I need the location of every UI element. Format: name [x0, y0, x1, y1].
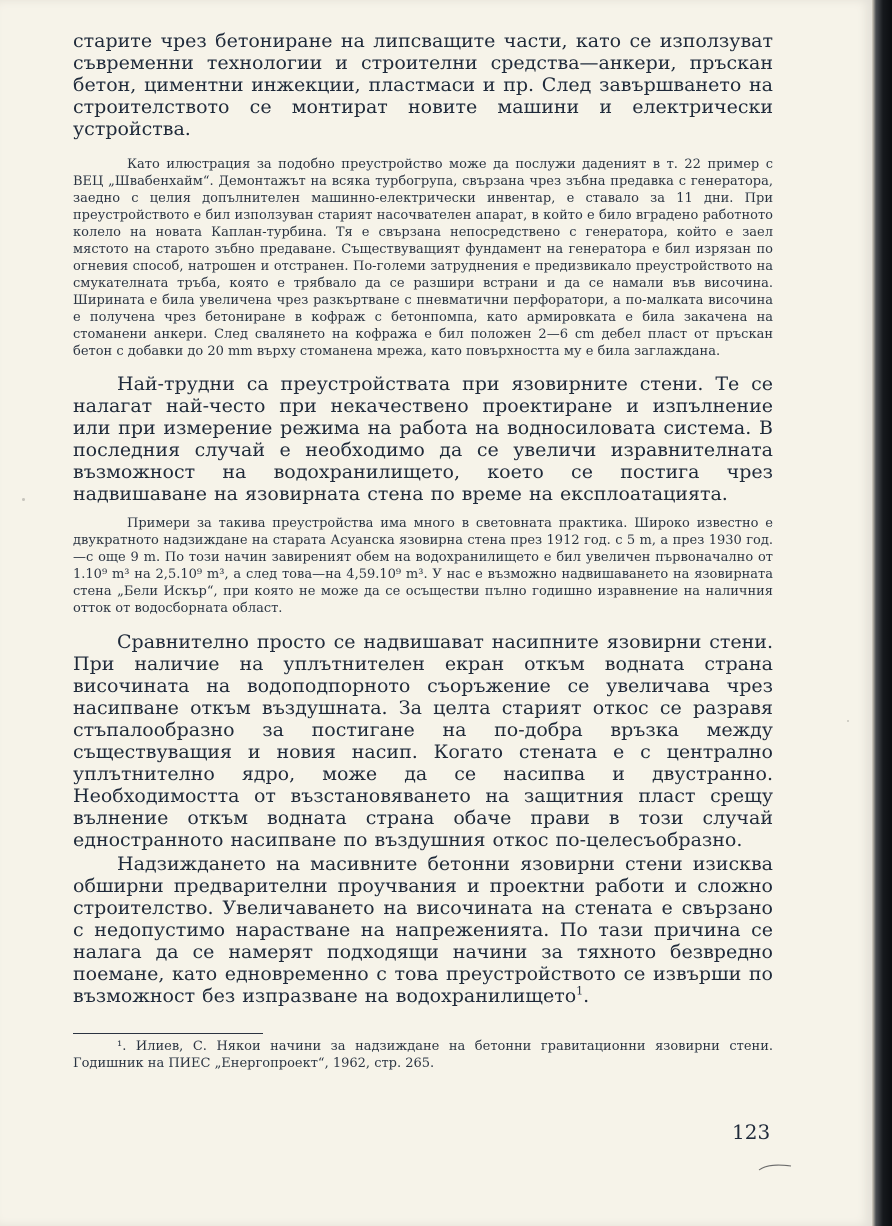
- footnote: [73, 1038, 773, 1072]
- footnote-text: Илиев, С. Някои начини за надзиждане на бетонни гравитационни язовирни стени. Годишник на ПИЕС „Енергопроект“, 1962, стр. 265.: [73, 1039, 773, 1071]
- footnote-reference: 1: [576, 984, 584, 998]
- scan-speck: [22, 498, 25, 501]
- footnote-marker: ¹.: [117, 1039, 127, 1054]
- body-paragraph-1: старите чрез бетониране на липсващите части, като се използуват съвременни технологии и строителни средства—анкери, пръскан бетон, циментни инжекции, пластмаси и пр. След завършването на строителството се монтират новите машини и електрически устройства.: [73, 30, 773, 140]
- body-paragraph-3: Сравнително просто се надвишават насипните язовирни стени. При наличие на уплътнителен екран откъм водната страна височината на водоподпорното съоръжение се увеличава чрез насипване откъм въздушната. За целта старият откос се разравя стъпалообразно за постигане на по-добра връзка между съществуващия и новия насип. Когато стената е с централно уплътнително ядро, може да се насипва и двустранно. Необходимостта от възстановяването на защитния пласт срещу вълнение откъм водната страна обаче прави в този случай едностранното насипване по въздушния откос по-целесъобразно.: [73, 631, 773, 851]
- illustration-note-2: Примери за такива преустройства има много в световната практика. Широко известно е двукратното надзиждане на старата Асуанска язовирна стена през 1912 год. с 5 m, а през 1930 год.—с още 9 m. По този начин завиреният обем на водохранилището е бил увеличен първоначално от 1.10⁹ m³ на 2,5.10⁹ m³, а след това—на 4,59.10⁹ m³. У нас е възможно надвишаването на язовирната стена „Бели Искър“, при която не може да се осъществи пълно годишно изравнение на наличния отток от водосборната област.: [73, 516, 773, 616]
- page-number: 123: [732, 1120, 771, 1144]
- page-content: [73, 30, 773, 1072]
- footnote-divider: [73, 1033, 263, 1034]
- book-binding-edge: [872, 0, 892, 1226]
- pencil-mark-icon: [758, 1163, 792, 1171]
- scan-speck: [847, 720, 849, 722]
- illustration-note-1: Като илюстрация за подобно преустройство може да послужи даденият в т. 22 пример с ВЕЦ „Швабенхайм“. Демонтажът на всяка турбогрупа, свързана чрез зъбна предавка с генератора, заедно с целия допълнителен машинно-електрически инвентар, е ставало за 11 дни. При преустройството е бил използуван старият насочвателен апарат, в който е било вградено работното колело на новата Каплан-турбина. Тя е свързана непосредствено с генератора, който е заел мястото на старото зъбно предаване. Съществуващият фундамент на генератора е бил изрязан по огневия способ, натрошен и отстранен. По-големи затруднения е предизвикало преустройството на смукателната тръба, която е трябвало да се разшири встрани и да се намали във височина. Ширината е била увеличена чрез разкъртване с пневматични перфоратори, а по-малката височина е получена чрез бетониране в кофраж с бетонпомпа, като армировката е била закачена на стоманени анкери. След свалянето на кофража е бил положен 2—6 cm дебел пласт от пръскан бетон с добавки до 20 mm върху стоманена мрежа, като повърхността му е била заглаждана.: [73, 157, 773, 359]
- body-paragraph-2: Най-трудни са преустройствата при язовирните стени. Те се налагат най-често при некачествено проектиране и изпълнение или при измерение режима на работа на водносиловата система. В последния случай е необходимо да се увеличи изравнителната възможност на водохранилището, което се постига чрез надвишаване на язовирната стена по време на експлоатацията.: [73, 373, 773, 505]
- body-paragraph-4-text: Надзиждането на масивните бетонни язовирни стени изисква обширни предварителни проучвания и проектни работи и сложно строителство. Увеличаването на височината на стената е свързано с недопустимо нарастване на напреженията. По тази причина се налага да се намерят подходящи начини за тяхното безвредно поемане, като едновременно с това преустройството се извърши по възможност без изпразване на водохранилището: [73, 853, 773, 1007]
- paragraph-end-period: .: [583, 985, 590, 1007]
- body-paragraph-4: [73, 853, 773, 1007]
